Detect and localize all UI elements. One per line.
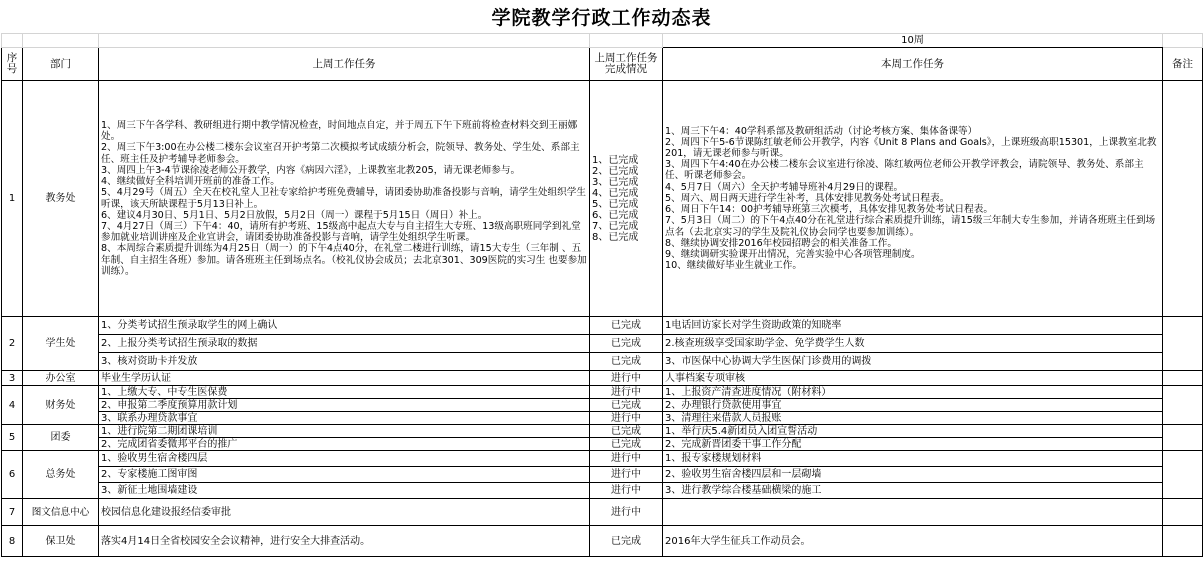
header-this-week: 本周工作任务 — [663, 48, 1163, 81]
table-row-xuesheng — [2, 317, 1203, 335]
table-row-zongwu — [2, 451, 1203, 467]
status-item: 1、已完成 — [592, 154, 639, 166]
dept-cell: 办公室 — [23, 371, 99, 386]
work-table — [1, 33, 1203, 557]
status-cell: 进行中 — [590, 499, 663, 526]
status-cell: 已完成 — [590, 317, 663, 335]
seq-cell: 5 — [2, 425, 23, 451]
this-week-task: 1、举行庆5.4新团员入团宣誓活动 — [663, 425, 1163, 438]
last-week-task: 3、联系办理贷款事宜 — [99, 412, 590, 425]
last-week-task: 2、完成团省委微邦平台的推广 — [99, 438, 590, 451]
header-dept: 部门 — [23, 48, 99, 81]
header-last-status: 上周工作任务完成情况 — [590, 48, 663, 81]
dept-cell: 保卫处 — [23, 526, 99, 557]
seq-cell: 2 — [2, 317, 23, 371]
seq-cell: 6 — [2, 451, 23, 499]
table-row-caiwu — [2, 399, 1203, 412]
last-week-task: 毕业生学历认证 — [99, 371, 590, 386]
status-item: 4、已完成 — [592, 187, 639, 199]
status-cell: 进行中 — [590, 371, 663, 386]
remark-cell — [1163, 81, 1203, 317]
status-cell: 进行中 — [590, 451, 663, 467]
this-week-task: 3、进行教学综合楼基础横梁的施工 — [663, 483, 1163, 499]
status-cell: 已完成 — [590, 399, 663, 412]
remark-cell — [1163, 499, 1203, 526]
page-title: 学院教学行政工作动态表 — [491, 7, 712, 29]
status-cell: 已完成 — [590, 425, 663, 438]
this-week-task: 人事档案专项审核 — [663, 371, 1163, 386]
this-week-task: 3、市医保中心协调大学生医保门诊费用的调拨 — [663, 353, 1163, 371]
grid-cell — [99, 34, 590, 48]
this-week-task: 2016年大学生征兵工作动员会。 — [663, 526, 1163, 557]
remark-cell — [1163, 451, 1203, 499]
grid-cell — [590, 34, 663, 48]
status-item: 5、已完成 — [592, 198, 639, 210]
header-last-week: 上周工作任务 — [99, 48, 590, 81]
table-row-xuesheng — [2, 335, 1203, 353]
this-week-tasks: 1、周三下午4：40学科系部及教研组活动（讨论考核方案、集体备课等） 2、周四下午5-6节课陈红敏老师公开教学，内容《Unit 8 Plans and Goals》，上课班级高职15301，上课教室北教201，请无课老师参与听课。 3、周四下午4:40在办公楼二楼东会议室进行徐凌、陈红敏两位老师公开教学评教会，请院领导、教务处、系部主任、听课老师参会。 4、5月7日（周六）全天护考辅导班补4月29日的课程。 5、周六、周日两天进行学生补考，具体安排见教务处考试日程表。 6、周日下午14：00护考辅导班第三次模考，具体安排见教务处考试日程表。 7、5月3日（周二）的下午4点40分在礼堂进行综合素质提升训练，请15级三年制大专生参加，并请各班班主任到场点名（去北京实习的学生及院礼仪协会同学也要参加训练）。 8、继续协调安排2016年校园招聘会的相关准备工作。 9、继续调研实验课开出情况，完善实验中心各项管理制度。 10、继续做好毕业生就业工作。 — [663, 81, 1163, 317]
last-week-task: 1、进行院第二期团课培训 — [99, 425, 590, 438]
last-week-tasks: 1、周三下午各学科、教研组进行期中教学情况检查，时间地点自定，并于周五下午下班前将检查材料交到王丽娜处。 2、周三下午3:00在办公楼二楼东会议室召开护考第二次模拟考试成绩分析会，院领导、教务处、学生处、系部主任、班主任及护考辅导老师参会。 3、周四上午3-4节课徐凌老师公开教学，内容《病因六淫》，上课教室北教205，请无课老师参与。 4、继续做好全科培训开班前的准备工作。 5、4月29号（周五）全天在校礼堂人卫社专家给护考班免费辅导，请团委协助准备投影与音响，请学生处组织学生听课，该天所缺课程于5月13日补上。 6、建议4月30日、5月1日、5月2日放假，5月2日（周一）课程于5月15日（周日）补上。 7、4月27日（周三）下午4：40，请所有护考班、15级高中起点大专与自主招生大专班、13级高职班同学到礼堂参加就业培训讲座及企业宣讲会，请团委协助准备投影与音响，请学生处组织学生听课。 8、本周综合素质提升训练为4月25日（周一）的下午4点40分，在礼堂二楼进行训练，请15大专生（三年制 、五年制、自主招生各班）参加。请各班班主任到场点名。（校礼仪协会成员；去北京301、309医院的实习生 也要参加训练）。 — [99, 81, 590, 317]
last-week-task: 1、验收男生宿舍楼四层 — [99, 451, 590, 467]
status-item: 2、已完成 — [592, 165, 639, 177]
table-row-tuwen — [2, 499, 1203, 526]
this-week-task: 1电话回访家长对学生资助政策的知晓率 — [663, 317, 1163, 335]
seq-cell: 7 — [2, 499, 23, 526]
status-cell: 已完成 — [590, 353, 663, 371]
status-item: 8、已完成 — [592, 231, 639, 243]
last-week-task: 2、专家楼施工图审图 — [99, 467, 590, 483]
table-row-bangong — [2, 371, 1203, 386]
this-week-task: 2.核查班级享受国家助学金、免学费学生人数 — [663, 335, 1163, 353]
status-cell: 进行中 — [590, 467, 663, 483]
last-status-list — [590, 81, 663, 317]
remark-cell — [1163, 317, 1203, 371]
week-row — [2, 34, 1203, 48]
table-row-tuanwei — [2, 438, 1203, 451]
status-cell: 进行中 — [590, 412, 663, 425]
seq-cell: 3 — [2, 371, 23, 386]
this-week-task: 2、验收男生宿舍楼四层和一层砌墙 — [663, 467, 1163, 483]
dept-cell: 图文信息中心 — [23, 499, 99, 526]
dept-cell: 学生处 — [23, 317, 99, 371]
status-cell: 进行中 — [590, 483, 663, 499]
status-item: 3、已完成 — [592, 176, 639, 188]
header-seq: 序号 — [2, 48, 23, 81]
remark-cell — [1163, 526, 1203, 557]
table-row-zongwu — [2, 467, 1203, 483]
table-row-caiwu — [2, 412, 1203, 425]
seq-cell: 1 — [2, 81, 23, 317]
table-row-tuanwei — [2, 425, 1203, 438]
status-item: 7、已完成 — [592, 220, 639, 232]
status-cell: 已完成 — [590, 335, 663, 353]
remark-cell — [1163, 386, 1203, 425]
last-week-task: 2、上报分类考试招生预录取的数据 — [99, 335, 590, 353]
table-row-caiwu — [2, 386, 1203, 399]
last-week-task: 1、上缴大专、中专生医保费 — [99, 386, 590, 399]
table-row-zongwu — [2, 483, 1203, 499]
status-cell: 已完成 — [590, 438, 663, 451]
status-item: 6、已完成 — [592, 209, 639, 221]
grid-cell — [2, 34, 23, 48]
dept-cell: 财务处 — [23, 386, 99, 425]
dept-cell: 团委 — [23, 425, 99, 451]
dept-cell: 总务处 — [23, 451, 99, 499]
this-week-task: 2、完成新晋团委干事工作分配 — [663, 438, 1163, 451]
seq-cell: 4 — [2, 386, 23, 425]
remark-cell — [1163, 425, 1203, 451]
this-week-task: 1、上报资产清查进度情况（附材料） — [663, 386, 1163, 399]
this-week-task: 1、报专家楼规划材料 — [663, 451, 1163, 467]
title-row — [0, 0, 1203, 33]
grid-cell — [23, 34, 99, 48]
this-week-task — [663, 499, 1163, 526]
last-week-task: 校园信息化建设报经信委审批 — [99, 499, 590, 526]
week-label: 10周 — [663, 34, 1163, 48]
remark-cell — [1163, 371, 1203, 386]
last-week-task: 3、新征土地围墙建设 — [99, 483, 590, 499]
this-week-task: 3、清理往来借款人员报账 — [663, 412, 1163, 425]
last-week-task: 2、申报第二季度预算用款计划 — [99, 399, 590, 412]
status-cell: 进行中 — [590, 386, 663, 399]
table-row-jiaowu — [2, 81, 1203, 317]
last-week-task: 1、分类考试招生预录取学生的网上确认 — [99, 317, 590, 335]
seq-cell: 8 — [2, 526, 23, 557]
last-week-task: 3、核对资助卡并发放 — [99, 353, 590, 371]
table-row-xuesheng — [2, 353, 1203, 371]
status-cell: 已完成 — [590, 526, 663, 557]
last-week-task: 落实4月14日全省校园安全会议精神，进行安全大排查活动。 — [99, 526, 590, 557]
this-week-task: 2、办理银行贷款使用事宜 — [663, 399, 1163, 412]
dept-cell: 教务处 — [23, 81, 99, 317]
header-remark: 备注 — [1163, 48, 1203, 81]
table-row-baowei — [2, 526, 1203, 557]
grid-cell — [1163, 34, 1203, 48]
header-row — [2, 48, 1203, 81]
